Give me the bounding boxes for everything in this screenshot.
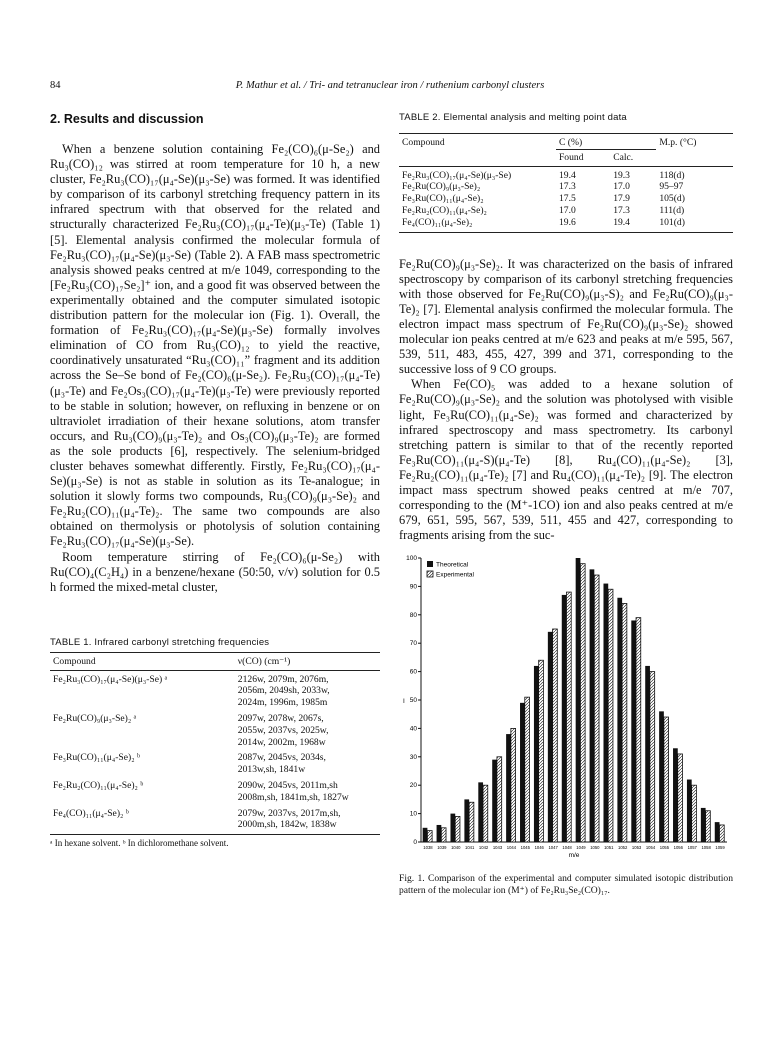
table-row <box>50 808 380 820</box>
table-row <box>50 780 380 792</box>
y-tick-label: 50 <box>409 697 417 704</box>
bar-theoretical <box>673 748 678 842</box>
figure-1 <box>399 550 733 902</box>
bar-experimental <box>441 828 446 842</box>
table-cell: 2000m,sh, 1842w, 1838w <box>235 819 380 834</box>
table-row <box>50 752 380 764</box>
page-number: 84 <box>50 80 61 91</box>
table-cell: 2097w, 2078w, 2067s, <box>237 713 324 724</box>
table-header: C (%) <box>556 134 656 150</box>
table-1-grid <box>50 652 380 835</box>
paragraph: When Fe(CO)₅ was added to a hexane solution of Fe₂Ru(CO)₉(μ₃-Se)₂ and the solution was photolysed with visible light, Fe₃Ru(CO)₁₁(μ₄-Se)₂ was formed and characterized by infrared spectroscopy and mass spectrometry. Its carbonyl stretching pattern is similar to that of the recently reported Fe₃Ru(CO)₁₁(μ₄-S)(μ₄-Te) [8], Ru₄(CO)₁₁(μ₄-Se)₂ [3], Fe₂Ru₂(CO)₁₁(μ₄-Te)₂ [7] and Ru₄(CO)₁₁(μ₄-Te)₂ [9]. The electron impact mass spectrum showed peaks centred at m/e 707, corresponding to the (M⁺-1CO) ion and also peaks centred at m/e 679, 651, 595, 567, 539, 511, 455 and 427, corresponding to fragments arising from the suc- <box>399 377 733 543</box>
table-cell: 2087w, 2045vs, 2034s, <box>237 752 326 764</box>
x-tick-label: 1054 <box>645 845 656 850</box>
bar-experimental <box>497 757 502 842</box>
table-cell <box>50 685 235 697</box>
table-cell: Fe₃Ru(CO)₁₁(μ₄-Se)₂ ᵇ <box>53 752 140 764</box>
x-tick-label: 1042 <box>478 845 489 850</box>
bar-experimental <box>427 831 432 842</box>
table-cell: 19.3 <box>613 169 630 181</box>
bar-theoretical <box>631 620 636 842</box>
table-cell: 2013w,sh, 1841w <box>237 764 306 776</box>
table-cell: Fe₃Ru(CO)₁₁(μ₄-Se)₂ <box>402 193 484 205</box>
table-header: M.p. (°C) <box>656 134 733 150</box>
table-cell: 17.9 <box>613 193 630 205</box>
table-row <box>50 792 380 808</box>
bar-theoretical <box>701 808 706 842</box>
table-cell <box>50 764 235 780</box>
x-tick-label: 1048 <box>562 845 572 850</box>
bar-theoretical <box>603 584 608 842</box>
y-tick-label: 60 <box>409 668 417 676</box>
bar-experimental <box>719 825 724 842</box>
bar-theoretical <box>659 711 664 842</box>
x-tick-label: 1041 <box>465 845 475 850</box>
y-tick-label: 70 <box>409 640 417 648</box>
bar-experimental <box>455 816 460 842</box>
bar-experimental <box>511 728 516 842</box>
right-column <box>399 112 733 543</box>
bar-experimental <box>636 618 641 842</box>
x-tick-label: 1055 <box>659 845 670 850</box>
bar-theoretical <box>464 799 469 842</box>
x-tick-label: 1058 <box>701 845 711 850</box>
table-cell: Fe₄(CO)₁₁(μ₄-Se)₂ ᵇ <box>53 807 129 819</box>
x-tick-label: 1056 <box>673 845 683 850</box>
table-row <box>399 181 733 193</box>
table-cell: 2014w, 2002m, 1968w <box>237 736 326 748</box>
bar-experimental <box>580 564 585 842</box>
bar-experimental <box>539 660 544 842</box>
bar-experimental <box>525 697 530 842</box>
table-cell <box>50 737 235 753</box>
bar-theoretical <box>576 558 581 842</box>
bar-experimental <box>566 592 571 842</box>
bar-theoretical <box>617 598 622 842</box>
bar-theoretical <box>506 734 511 842</box>
y-tick-label: 10 <box>409 810 417 818</box>
table-cell: 118(d) <box>659 169 685 181</box>
table-cell <box>50 697 235 713</box>
y-tick-label: 20 <box>409 782 417 790</box>
table-row <box>50 764 380 780</box>
table-cell: 2090w, 2045vs, 2011m,sh <box>237 779 338 791</box>
table-cell: 2056m, 2049sh, 2033w, <box>237 685 330 697</box>
table-cell: 95–97 <box>659 181 684 193</box>
y-tick-label: 40 <box>409 725 417 733</box>
left-column <box>50 112 380 848</box>
table-cell: Fe₂Ru₃(CO)₁₇(μ₄-Se)(μ₃-Se) <box>402 169 512 181</box>
table-cell: 17.0 <box>558 204 576 216</box>
table-cell: 2055w, 2037vs, 2025w, <box>237 724 329 736</box>
y-tick-label: 80 <box>409 611 417 619</box>
bar-experimental <box>553 629 558 842</box>
table-cell <box>50 792 235 808</box>
table-cell: 19.4 <box>558 169 576 181</box>
bar-experimental <box>483 785 488 842</box>
legend-label: Experimental <box>436 571 474 579</box>
y-tick-label: 30 <box>409 753 417 761</box>
figure-caption: Fig. 1. Comparison of the experimental and computer simulated isotopic distribution pattern of the molecular ion (M⁺) of Fe₂Ru₃Se₂(CO)₁₇. <box>399 873 733 896</box>
table-header: Found <box>556 149 610 166</box>
table-cell: 17.5 <box>558 193 576 205</box>
bar-experimental <box>622 603 627 842</box>
table-row <box>50 737 380 753</box>
x-tick-label: 1040 <box>451 845 461 850</box>
bar-theoretical <box>478 782 483 842</box>
x-tick-label: 1043 <box>492 845 503 850</box>
table-row <box>399 205 733 217</box>
x-tick-label: 1053 <box>631 845 642 850</box>
paragraph: Fe₂Ru(CO)₉(μ₃-Se)₂. It was characterized on the basis of infrared spectroscopy by comparison of its carbonyl stretching frequencies with those observed for Fe₂Ru(CO)₉(μ₃-S)₂ and Fe₂Ru(CO)₉(μ₃-Te)₂ [7]. Elemental analysis confirmed the molecular formula. The electron impact mass spectrum of Fe₂Ru(CO)₉(μ₃-Se)₂ showed molecular ion peaks centred at m/e 623 and peaks at m/e 595, 567, 539, 511, 483, 455, 427, 399 and 371, corresponding to the successive loss of 9 CO groups. <box>399 256 733 377</box>
table-header: ν(CO) (cm⁻¹) <box>235 652 380 670</box>
bar-experimental <box>469 802 474 842</box>
table-cell: 2008m,sh, 1841m,sh, 1827w <box>237 791 349 803</box>
x-tick-label: 1059 <box>715 845 725 850</box>
y-tick-label: 0 <box>413 839 417 846</box>
table-cell: 17.3 <box>613 204 630 216</box>
x-tick-label: 1047 <box>548 845 558 850</box>
table-cell: 111(d) <box>659 204 685 216</box>
bar-experimental <box>594 575 599 842</box>
x-tick-label: 1049 <box>576 845 586 850</box>
paragraph: Room temperature stirring of Fe₂(CO)₆(μ-Se₂) with Ru(CO)₄(C₂H₄) in a benzene/hexane (50:50, v/v) solution for 0.5 h formed the mixed-metal cluster, <box>50 549 380 594</box>
bar-theoretical <box>450 814 455 842</box>
bar-theoretical <box>520 703 525 842</box>
table-cell <box>50 819 235 834</box>
legend-swatch-theoretical <box>427 561 433 567</box>
bar-theoretical <box>437 825 442 842</box>
bar-theoretical <box>534 666 539 842</box>
bar-experimental <box>608 589 613 842</box>
table-cell: Fe₂Ru(CO)₉(μ₃-Se)₂ <box>402 181 481 193</box>
table-cell: 17.0 <box>613 181 630 193</box>
legend-label: Theoretical <box>436 561 469 569</box>
table-cell: 105(d) <box>659 193 685 205</box>
bar-theoretical <box>423 828 428 842</box>
table-cell <box>50 725 235 737</box>
table-cell: 2024m, 1996m, 1985m <box>237 697 328 709</box>
table-1 <box>50 637 380 848</box>
table-cell: 101(d) <box>656 217 733 232</box>
x-tick-label: 1052 <box>618 845 628 850</box>
x-tick-label: 1046 <box>534 845 544 850</box>
bar-theoretical <box>562 595 567 842</box>
bar-theoretical <box>492 760 497 842</box>
bar-theoretical <box>548 632 553 842</box>
table-2 <box>399 112 733 233</box>
x-tick-label: 1039 <box>437 845 447 850</box>
bar-experimental <box>664 717 669 842</box>
table-row <box>50 670 380 685</box>
table-header: Compound <box>50 652 235 670</box>
table-header: Compound <box>399 134 556 150</box>
section-heading: 2. Results and discussion <box>50 112 204 126</box>
bar-theoretical <box>715 822 720 842</box>
table-cell: 19.6 <box>556 217 610 232</box>
running-head <box>50 80 730 94</box>
table-cell: 2126w, 2079m, 2076m, <box>237 673 329 685</box>
table-row <box>50 685 380 697</box>
paragraph: When a benzene solution containing Fe₂(CO)₆(μ-Se₂) and Ru₃(CO)₁₂ was stirred at room temperature for 10 h, a new cluster, Fe₂Ru₃(CO)₁₇(μ₄-Se)(μ₃-Se) was formed. It was identified by comparison of its carbonyl stretching frequency pattern in its infrared spectrum with that observed for the related and structurally characterized Fe₂Ru₃(CO)₁₇(μ₄-Te)(μ₃-Te) (Table 1) [5]. Elemental analysis confirmed the molecular formula of Fe₂Ru₃(CO)₁₇(μ₄-Se)(μ₃-Se) (Table 2). A FAB mass spectrometric analysis showed peaks centred at m/e 1049, corresponding to the [Fe₂Ru₃(CO)₁₇Se₂]⁺ ion, and a good fit was observed between the experimentally obtained and the computer simulated isotopic distribution pattern for the molecular ion (Fig. 1). Overall, the formation of Fe₂Ru₃(CO)₁₇(μ₄-Se)(μ₃-Se) formally involves elimination of CO from Ru₃(CO)₁₂ to yield the reactive, coordinatively unsaturated “Ru₃(CO)₁₁” fragment and its addition across the Se–Se bond of Fe₂(CO)₆(μ-Se₂). Fe₂Ru₃(CO)₁₇(μ₄-Te)(μ₃-Te) and Fe₂Os₃(CO)₁₇(μ₄-Te)(μ₃-Te) were previously reported to be stable in solution; however, on refluxing in benzene or on ultraviolet irradiation of their hexane solutions, atom transfer occurs, and Ru₃(CO)₉(μ₃-Te)₂ and Os₃(CO)₉(μ₃-Te)₂ are formed as the sole products [6], respectively. The selenium-bridged cluster behaves somewhat differently. Firstly, Fe₂Ru₃(CO)₁₇(μ₄-Se)(μ₃-Se) is not as stable in solution as its Te-analogue; in solution it slowly forms two compounds, Ru₃(CO)₉(μ₃-Se)₂ and Fe₂Ru₂(CO)₁₁(μ₄-Te)₂. The same two compounds are also obtained on thermolysis or photolysis of solution containing Fe₂Ru₃(CO)₁₇(μ₄-Se)(μ₃-Se). <box>50 142 380 549</box>
table-row <box>50 725 380 737</box>
x-tick-label: 1038 <box>423 845 433 850</box>
table-2-caption: TABLE 2. Elemental analysis and melting point data <box>399 112 627 123</box>
bar-experimental <box>650 672 655 842</box>
table-2-grid <box>399 133 733 233</box>
y-axis-label: I <box>403 698 405 705</box>
bar-experimental <box>692 785 697 842</box>
table-cell: Fe₂Ru₂(CO)₁₁(μ₄-Se)₂ <box>402 204 487 216</box>
x-tick-label: 1044 <box>506 845 517 850</box>
x-axis-label: m/e <box>568 852 580 859</box>
table-cell: 19.4 <box>610 217 656 232</box>
bar-theoretical <box>645 666 650 842</box>
x-tick-label: 1050 <box>590 845 600 850</box>
bar-theoretical <box>590 569 595 842</box>
bar-experimental <box>706 811 711 842</box>
table-cell: Fe₄(CO)₁₁(μ₄-Se)₂ <box>399 217 556 232</box>
table-cell: Fe₂Ru₂(CO)₁₁(μ₄-Se)₂ ᵇ <box>53 779 144 791</box>
x-tick-label: 1057 <box>687 845 697 850</box>
running-title: P. Mathur et al. / Tri- and tetranuclear iron / ruthenium carbonyl clusters <box>235 80 545 91</box>
bar-theoretical <box>687 780 692 842</box>
x-tick-label: 1051 <box>604 845 614 850</box>
table-row <box>399 166 733 181</box>
table-cell: Fe₂Ru(CO)₉(μ₃-Se)₂ ᵃ <box>53 713 137 724</box>
isotope-chart <box>399 550 733 866</box>
bar-experimental <box>678 754 683 842</box>
table-cell: 2079w, 2037vs, 2017m,sh, <box>237 807 341 819</box>
table-1-caption: TABLE 1. Infrared carbonyl stretching frequencies <box>50 636 270 648</box>
table-row <box>50 697 380 713</box>
y-tick-label: 100 <box>406 555 417 562</box>
table-row <box>399 193 733 205</box>
table-1-footnote: ᵃ In hexane solvent. ᵇ In dichloromethane solvent. <box>50 838 229 849</box>
table-cell: 17.3 <box>558 181 576 193</box>
table-cell: Fe₂Ru₃(CO)₁₇(μ₄-Se)(μ₃-Se) ᵃ <box>53 673 168 685</box>
table-row <box>399 217 733 232</box>
x-tick-label: 1045 <box>520 845 530 850</box>
legend-swatch-experimental <box>427 571 433 577</box>
table-row <box>50 713 380 725</box>
table-row <box>50 819 380 834</box>
y-tick-label: 90 <box>409 583 417 591</box>
table-header: Calc. <box>610 149 656 166</box>
